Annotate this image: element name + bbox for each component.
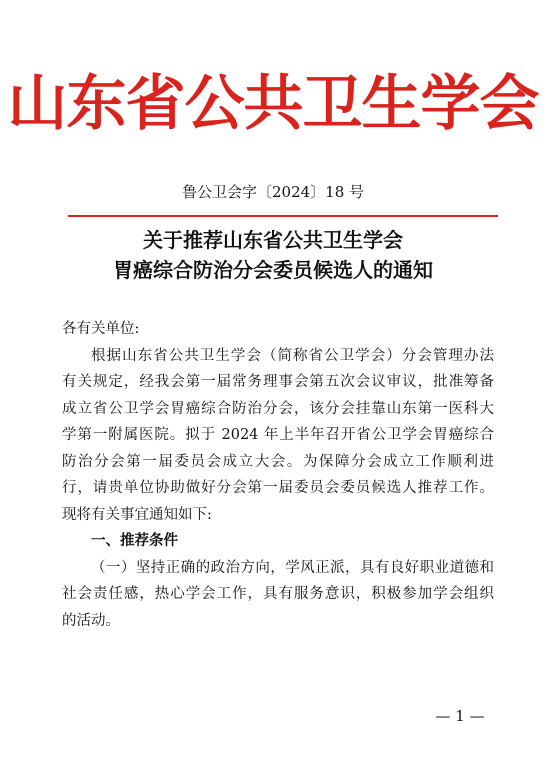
- section-heading-1: 一、推荐条件: [91, 533, 178, 549]
- doc-number: 鲁公卫会字〔2024〕18 号: [181, 183, 365, 201]
- salutation: 各有关单位:: [62, 321, 140, 337]
- paragraph-1-line-2: 有关规定，经我会第一届常务理事会第五次会议审议，批准筹备: [62, 374, 494, 390]
- notice-body: [62, 316, 494, 634]
- notice-title-line-2: 胃癌综合防治分会委员候选人的通知: [113, 258, 433, 282]
- paragraph-1-line-6: 行，请贵单位协助做好分会第一届委员会委员候选人推荐工作。: [62, 480, 494, 496]
- paragraph-1-line-5: 防治分会第一届委员会成立大会。为保障分会成立工作顺利进: [62, 453, 494, 470]
- page-number: — 1 —: [435, 707, 485, 725]
- item-1-line-3: 的活动。: [62, 612, 120, 629]
- notice-title-line-1: 关于推荐山东省公共卫生学会: [143, 228, 403, 252]
- item-1-line-2: 社会责任感，热心学会工作，具有服务意识，积极参加学会组织: [62, 586, 494, 602]
- paragraph-1-line-1: 根据山东省公共卫生学会（简称省公卫学会）分会管理办法: [91, 347, 494, 364]
- paragraph-1-line-7: 现将有关事宜通知如下:: [62, 506, 212, 523]
- paragraph-1-line-3: 成立省公卫学会胃癌综合防治分会，该分会挂靠山东第一医科大: [62, 400, 494, 417]
- notice-title: [0, 225, 546, 285]
- item-1-line-1: （一）坚持正确的政治方向，学风正派，具有良好职业道德和: [91, 559, 494, 576]
- red-divider: [68, 215, 498, 217]
- paragraph-1-line-4: 学第一附属医院。拟于 2024 年上半年召开省公卫学会胃癌综合: [62, 427, 494, 443]
- org-title: 山东省公共卫生学会: [7, 69, 539, 139]
